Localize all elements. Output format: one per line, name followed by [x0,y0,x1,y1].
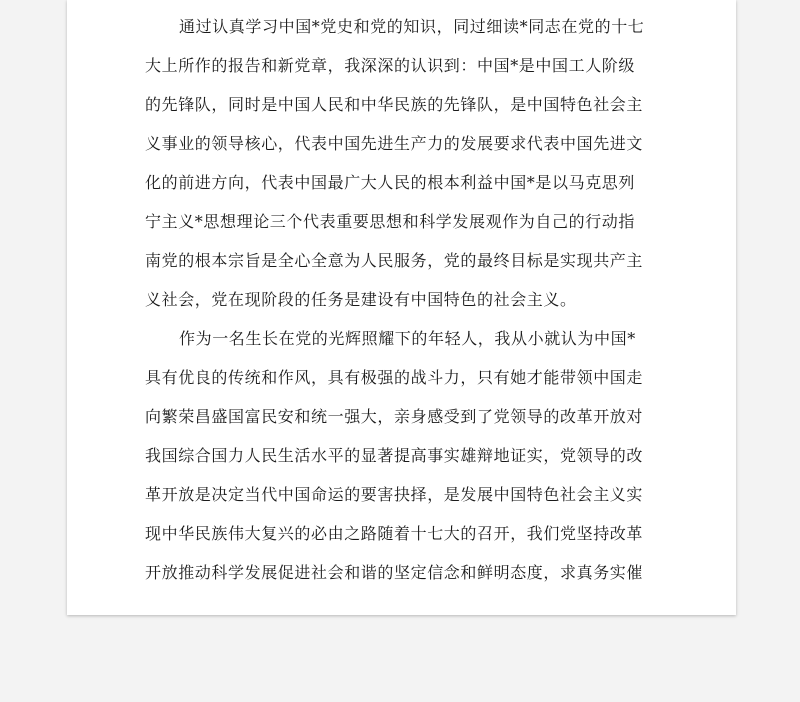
paragraph-1-line-5: 化的前进方向，代表中国最广大人民的根本利益中国*是以马克思列 [145,173,636,192]
paragraph-1-line-3: 的先锋队，同时是中国人民和中华民族的先锋队，是中国特色社会主 [145,95,644,114]
paragraph-2-line-7: 开放推动科学发展促进社会和谐的坚定信念和鲜明态度，求真务实催 [145,563,644,582]
paragraph-1-line-7: 南党的根本宗旨是全心全意为人民服务，党的最终目标是实现共产主 [145,251,644,270]
paragraph-2-line-4: 我国综合国力人民生活水平的显著提高事实雄辩地证实，党领导的改 [145,446,644,465]
paragraph-2-line-2: 具有优良的传统和作风，具有极强的战斗力，只有她才能带领中国走 [145,368,644,387]
paragraph-2-line-3: 向繁荣昌盛国富民安和统一强大，亲身感受到了党领导的改革开放对 [145,407,644,426]
paragraph-1-line-8: 义社会，党在现阶段的任务是建设有中国特色的社会主义。 [145,290,577,309]
paragraph-2-line-1: 作为一名生长在党的光辉照耀下的年轻人，我从小就认为中国* [179,329,636,348]
document-page [67,0,736,615]
paragraph-2-line-6: 现中华民族伟大复兴的必由之路随着十七大的召开，我们党坚持改革 [145,524,644,543]
paragraph-1-line-2: 大上所作的报告和新党章，我深深的认识到：中国*是中国工人阶级 [145,56,636,75]
paragraph-2-line-5: 革开放是决定当代中国命运的要害抉择，是发展中国特色社会主义实 [145,485,644,504]
paragraph-1-line-1: 通过认真学习中国*党史和党的知识，同过细读*同志在党的十七 [179,17,645,36]
paragraph-1-line-4: 义事业的领导核心，代表中国先进生产力的发展要求代表中国先进文 [145,134,644,153]
paragraph-1-line-6: 宁主义*思想理论三个代表重要思想和科学发展观作为自己的行动指 [145,212,636,231]
